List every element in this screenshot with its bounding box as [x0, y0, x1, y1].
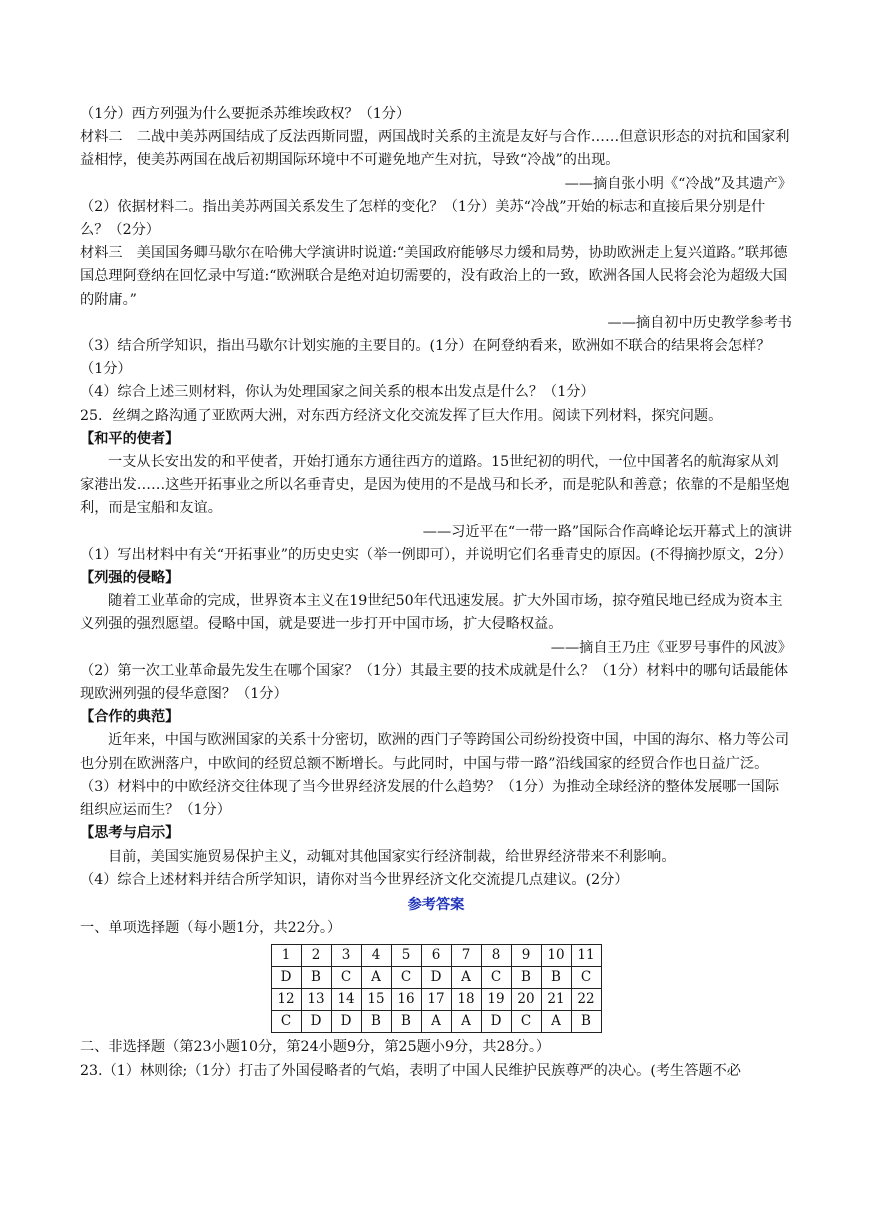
- question-24-4: （4）综合上述三则材料，你认为处理国家之间关系的根本出发点是什么？（1分）: [80, 384, 595, 401]
- table-cell: D: [331, 1011, 361, 1033]
- section-heading-cooperation: 【合作的典范】: [80, 709, 180, 726]
- table-cell: 22: [571, 989, 601, 1011]
- material-peace: 一支从长安出发的和平使者，开始打通东方通往西方的道路。15世纪初的明代，一位中国著名的航海家从刘家港出发……这些开拓事业之所以名垂青史，是因为使用的不是战马和长矛，而是驼队和善意；依靠的不是船坚炮利，而是宝船和友谊。: [80, 454, 790, 517]
- table-row: [271, 967, 601, 989]
- table-cell: B: [511, 967, 541, 989]
- table-cell: C: [271, 1011, 301, 1033]
- table-cell: 2: [301, 945, 331, 967]
- table-row: [271, 1011, 601, 1033]
- table-cell: 16: [391, 989, 421, 1011]
- table-cell: A: [541, 1011, 571, 1033]
- table-cell: 14: [331, 989, 361, 1011]
- table-cell: 7: [451, 945, 481, 967]
- table-cell: A: [361, 967, 391, 989]
- table-cell: D: [301, 1011, 331, 1033]
- table-cell: B: [391, 1011, 421, 1033]
- table-cell: 20: [511, 989, 541, 1011]
- question-24-3: （3）结合所学知识，指出马歇尔计划实施的主要目的。(1分）在阿登纳看来，欧洲如不联合的结果将会怎样？（1分）: [80, 338, 771, 378]
- table-cell: A: [451, 1011, 481, 1033]
- table-cell: D: [271, 967, 301, 989]
- section-heading-reflection: 【思考与启示】: [80, 825, 180, 842]
- table-cell: B: [361, 1011, 391, 1033]
- table-cell: 3: [331, 945, 361, 967]
- table-cell: 6: [421, 945, 451, 967]
- question-25-2: （2）第一次工业革命最先发生在哪个国家？（1分）其最主要的技术成就是什么？（1分）材料中的哪句话最能体现欧洲列强的侵华意图？（1分）: [80, 662, 789, 703]
- material-aggression: 随着工业革命的完成，世界资本主义在19世纪50年代迅速发展。扩大外国市场，掠夺殖民地已经成为资本主义列强的强烈愿望。侵略中国，就是要进一步打开中国市场，扩大侵略权益。: [80, 593, 783, 633]
- table-cell: B: [571, 1011, 601, 1033]
- material-two-source: ——摘自张小明《“冷战”及其遗产》: [564, 175, 792, 192]
- material-three: 材料三 美国国务卿马歇尔在哈佛大学演讲时说道:“美国政府能够尽力缓和局势，协助欧洲走上复兴道路。”联邦德国总理阿登纳在回忆录中写道:“欧洲联合是绝对迫切需要的，没有政治上的一致，欧洲各国人民将会沦为超级大国的附庸。”: [80, 245, 788, 308]
- table-cell: 19: [481, 989, 511, 1011]
- table-cell: 11: [571, 945, 601, 967]
- table-cell: 17: [421, 989, 451, 1011]
- section-heading-peace: 【和平的使者】: [80, 430, 180, 447]
- answer-23: 23.（1）林则徐;（1分）打击了外国侵略者的气焰，表明了中国人民维护民族尊严的决心。(考生答题不必: [80, 1062, 741, 1079]
- table-cell: 4: [361, 945, 391, 967]
- exam-page: [80, 103, 792, 1083]
- table-cell: 13: [301, 989, 331, 1011]
- question-25-4: （4）综合上述材料并结合所学知识，请你对当今世界经济文化交流提几点建议。(2分）: [80, 871, 629, 888]
- table-cell: 1: [271, 945, 301, 967]
- table-cell: 5: [391, 945, 421, 967]
- table-cell: 9: [511, 945, 541, 967]
- table-cell: D: [421, 967, 451, 989]
- table-cell: 18: [451, 989, 481, 1011]
- table-cell: C: [511, 1011, 541, 1033]
- section-heading-aggression: 【列强的侵略】: [80, 570, 180, 587]
- table-cell: 8: [481, 945, 511, 967]
- material-two: 材料二 二战中美苏两国结成了反法西斯同盟，两国战时关系的主流是友好与合作……但意识形态的对抗和国家利益相悖，使美苏两国在战后初期国际环境中不可避免地产生对抗，导致“冷战”的出现。: [80, 129, 790, 169]
- table-cell: C: [331, 967, 361, 989]
- table-cell: C: [571, 967, 601, 989]
- answer-key-title: 参考答案: [407, 896, 465, 913]
- table-cell: 12: [271, 989, 301, 1011]
- material-reflection: 目前，美国实施贸易保护主义，动辄对其他国家实行经济制裁，给世界经济带来不利影响。: [108, 848, 676, 865]
- table-cell: 15: [361, 989, 391, 1011]
- table-cell: C: [391, 967, 421, 989]
- table-cell: B: [541, 967, 571, 989]
- material-peace-source: ——习近平在“一带一路”国际合作高峰论坛开幕式上的演讲: [422, 523, 792, 540]
- table-cell: D: [481, 1011, 511, 1033]
- question-24-2: （2）依据材料二。指出美苏两国关系发生了怎样的变化？（1分）美苏“冷战”开始的标志和直接后果分别是什么？（2分）: [80, 198, 766, 239]
- material-three-source: ——摘自初中历史教学参考书: [607, 314, 792, 331]
- table-cell: A: [451, 967, 481, 989]
- question-24-1-tail: （1分）西方列强为什么要扼杀苏维埃政权？（1分）: [80, 106, 411, 122]
- question-25-3: （3）材料中的中欧经济交往体现了当今世界经济发展的什么趋势？（1分）为推动全球经济的整体发展哪一国际组织应运而生？（1分）: [80, 778, 780, 819]
- table-cell: 10: [541, 945, 571, 967]
- table-cell: B: [301, 967, 331, 989]
- table-cell: A: [421, 1011, 451, 1033]
- table-row: [271, 945, 601, 967]
- question-25-1: （1）写出材料中有关“开拓事业”的历史史实（举一例即可），并说明它们名垂青史的原因。(不得摘抄原文，2分）: [80, 546, 792, 563]
- material-aggression-source: ——摘自王乃庄《亚罗号事件的风波》: [550, 639, 792, 656]
- table-cell: C: [481, 967, 511, 989]
- material-cooperation: 近年来，中国与欧洲国家的关系十分密切，欧洲的西门子等跨国公司纷纷投资中国，中国的海尔、格力等公司也分别在欧洲落户，中欧间的经贸总额不断增长。与此同时，中国与带一路”沿线国家的经贸合作也日益广泛。: [80, 732, 790, 772]
- section-one-heading: 一、单项选择题（每小题1分，共22分。）: [80, 920, 342, 937]
- question-25-intro: 25．丝绸之路沟通了亚欧两大洲，对东西方经济文化交流发挥了巨大作用。阅读下列材料，探究问题。: [80, 407, 723, 424]
- table-row: [271, 989, 601, 1011]
- answer-table: [271, 944, 602, 1033]
- section-two-heading: 二、非选择题（第23小题10分，第24小题9分，第25题小9分，共28分。）: [80, 1039, 551, 1056]
- table-cell: 21: [541, 989, 571, 1011]
